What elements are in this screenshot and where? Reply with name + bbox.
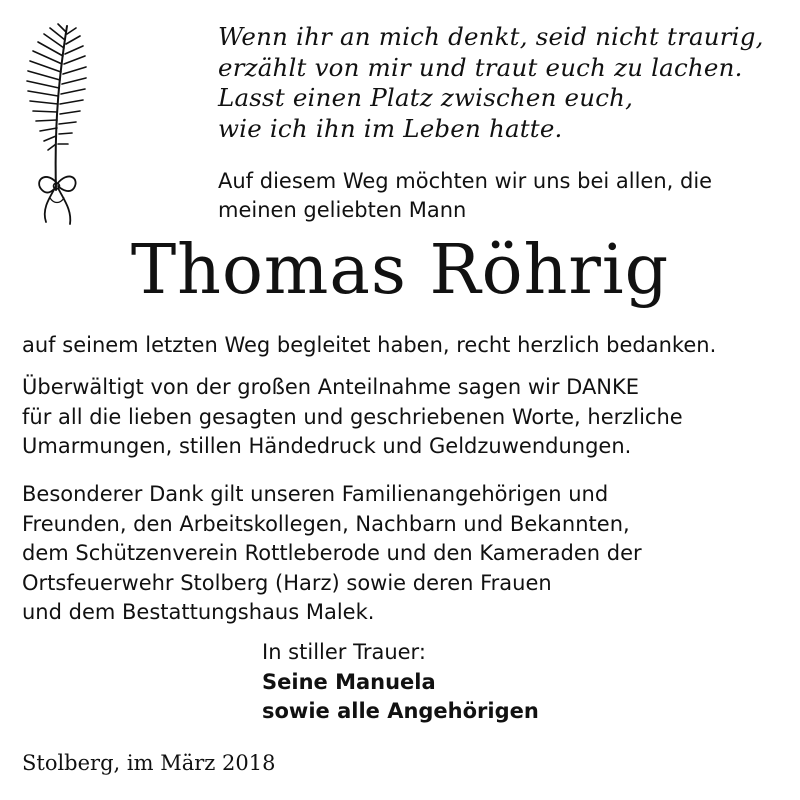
paragraph-line: für all die lieben gesagten und geschriebenen Worte, herzliche [22, 404, 683, 429]
paragraph-line: Besonderer Dank gilt unseren Familienangehörigen und [22, 482, 609, 506]
signature-heading: In stiller Trauer: [262, 640, 426, 664]
paragraph-line: auf seinem letzten Weg begleitet haben, recht herzlich bedanken. [22, 333, 717, 357]
poem [218, 22, 764, 144]
poem-line: Wenn ihr an mich denkt, seid nicht traurig, [218, 22, 764, 51]
thanks-paragraph [22, 331, 716, 361]
poem-line: erzählt von mir und traut euch zu lachen. [218, 52, 743, 82]
gratitude-paragraph [22, 373, 683, 462]
poem-line: wie ich ihn im Leben hatte. [218, 113, 563, 143]
paragraph-line: Freunden, den Arbeitskollegen, Nachbarn und Bekannten, [22, 511, 630, 536]
signature-block [262, 638, 539, 727]
signature-relatives: sowie alle Angehörigen [262, 699, 539, 723]
deceased-name: Thomas Röhrig [130, 231, 670, 310]
place-date: Stolberg, im März 2018 [22, 751, 276, 775]
feather-with-ribbon-icon [20, 20, 100, 230]
intro-line: meinen geliebten Mann [218, 198, 467, 222]
paragraph-line: Ortsfeuerwehr Stolberg (Harz) sowie deren Frauen [22, 570, 552, 595]
intro-line: Auf diesem Weg möchten wir uns bei allen, die [218, 169, 713, 193]
paragraph-line: und dem Bestattungshaus Malek. [22, 600, 375, 624]
paragraph-line: dem Schützenverein Rottleberode und den Kameraden der [22, 541, 642, 565]
paragraph-line: Überwältigt von der großen Anteilnahme sagen wir DANKE [22, 375, 640, 399]
intro-text [218, 167, 712, 225]
paragraph-line: Umarmungen, stillen Händedruck und Geldzuwendungen. [22, 434, 632, 458]
signature-name: Seine Manuela [262, 669, 436, 694]
poem-line: Lasst einen Platz zwischen euch, [218, 83, 634, 112]
special-thanks-paragraph [22, 480, 642, 628]
